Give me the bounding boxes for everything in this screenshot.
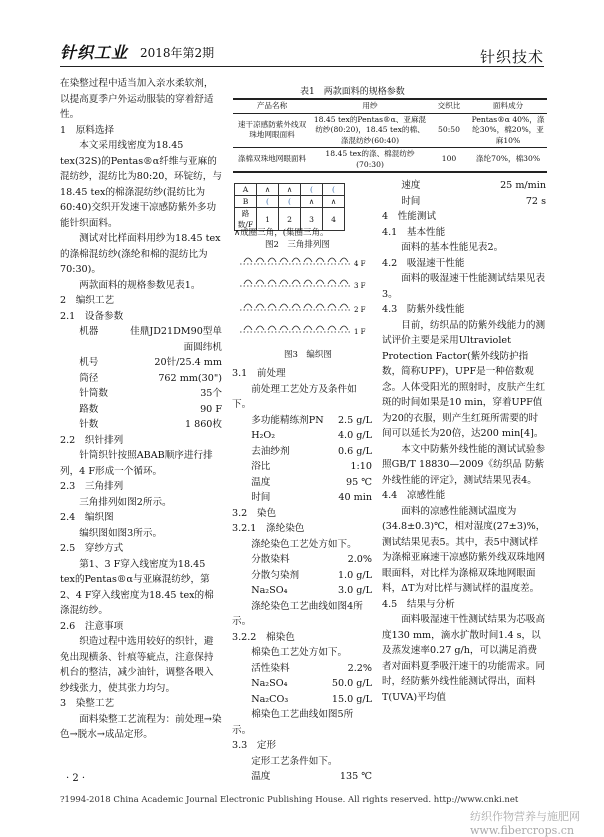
table-cell: Pentas®α 40%，涤纶30%，棉20%，亚麻10% [469, 113, 547, 148]
section-4-3-para: 目前，纺织品的防紫外线能力的测试评价主要是采用Ultraviolet Protection Factor(紫外线防护指数，简称UPF)，UPF是一种倍数观念。人体受阳光的照射时，皮肤产生红斑的时间如果是10 min，穿着UPF值为20的衣服，则产生红斑所需要的时间可以延长为20倍，达200 min[4]。 [382, 319, 546, 439]
left-column [60, 76, 222, 743]
table-header-cell: 用纱 [311, 99, 429, 113]
param-label: 筒径 [79, 372, 99, 384]
section-4-1-para: 面料的基本性能见表2。 [401, 242, 504, 253]
cam-cell: ( [279, 196, 301, 208]
recipe-row [251, 459, 372, 475]
recipe-value: 40 min [338, 492, 372, 503]
copyright-line: ?1994-2018 China Academic Journal Electronic Publishing House. All rights reserved. http://www.cnki.net [60, 795, 519, 805]
section-4-title: 4 性能测试 [382, 211, 437, 222]
table-cell: 18.45 tex的涤、棉混纺纱(70:30) [311, 148, 429, 173]
recipe-row [251, 692, 372, 708]
setting-temp-row [232, 769, 372, 785]
feed-label: 2 F [354, 306, 366, 314]
section-3-2-2-para: 棉染色工艺处方如下。 [251, 647, 348, 658]
section-4-2-title: 4.2 吸湿速干性能 [382, 257, 465, 269]
cam-cell: 路数/F [235, 208, 257, 231]
cam-row-b [235, 196, 345, 208]
recipe-value: 25 m/min [500, 180, 546, 191]
section-2-5-para: 第1、3 F穿入线密度为18.45 tex的Pentas®α与亚麻混纺纱，第2、4 F穿入线密度为18.45 tex的棉涤混纺纱。 [60, 558, 214, 616]
middle-column [232, 366, 372, 785]
section-2-2-title: 2.2 织针排列 [60, 434, 124, 446]
recipe-row [251, 428, 372, 444]
speed-row [382, 178, 546, 194]
param-label: 针数 [79, 419, 99, 430]
table-cell: 18.45 tex的Pentas®α、亚麻混纺纱(80:20)，18.45 tex的棉、涤混纺纱(60:40) [311, 113, 429, 148]
table-1-title: 表1 两款面料的规格参数 [300, 87, 405, 97]
time-row [382, 194, 546, 210]
recipe-label: H₂O₂ [251, 430, 276, 441]
param-label: 针筒数 [79, 388, 108, 399]
section-2-3-para: 三角排列如图2所示。 [79, 496, 172, 508]
cam-cell: A [235, 184, 257, 196]
cam-cell: 3 [301, 208, 323, 231]
page-number: · 2 · [66, 773, 86, 784]
recipe-value: 72 s [525, 195, 546, 207]
param-label: 机器 [79, 326, 99, 337]
cam-cell: 1 [257, 208, 279, 231]
recipe-label: 分散染料 [251, 554, 290, 565]
recipe-value: 1:10 [350, 461, 372, 472]
feed-label: 1 F [354, 328, 366, 336]
table-cell: 涤棉双珠地网眼面料 [233, 148, 311, 173]
table-cell: 速干凉感防紫外线双珠地网眼面料 [233, 113, 311, 148]
param-value: 1 860枚 [184, 419, 222, 430]
polyester-recipe [232, 552, 372, 599]
recipe-label: 温度 [251, 476, 271, 488]
param-machine [79, 324, 222, 355]
recipe-row [251, 490, 372, 506]
cotton-recipe [232, 661, 372, 708]
param-label: 机号 [79, 357, 99, 368]
recipe-value: 3.0 g/L [337, 585, 372, 596]
fig-3-caption: 图3 编织图 [284, 350, 332, 360]
recipe-row [251, 475, 372, 491]
recipe-value: 2.0% [347, 554, 372, 565]
recipe-value: 4.0 g/L [337, 430, 372, 441]
intro-text: 在染整过程中适当加入亲水柔软剂，以提高夏季户外运动服装的穿着舒适性。 [60, 78, 214, 120]
table-header-cell: 面料成分 [469, 99, 547, 113]
recipe-label: 多功能精练剂PN [251, 414, 324, 426]
table-cell: 100 [429, 148, 469, 173]
recipe-row [251, 413, 372, 429]
recipe-value: 0.6 g/L [337, 445, 372, 457]
cam-row-a [235, 184, 345, 196]
section-1-para-3: 两款面料的规格参数见表1。 [79, 279, 201, 291]
param-value: 762 mm(30") [158, 372, 222, 384]
section-4-5-para: 面料吸湿速干性测试结果为芯吸高度130 mm，滴水扩散时间1.4 s，以及蒸发速率0.27 g/h，可以满足消费者对面料夏季吸汗速干的功能需求。同时，经防紫外线性能测试得出，面料T(UVA)平均值 [382, 614, 546, 703]
cam-cell: ( [257, 196, 279, 208]
recipe-value: 50.0 g/L [331, 678, 372, 689]
section-3-1-para: 前处理工艺处方及条件如下。 [232, 383, 357, 410]
recipe-value: 1.0 g/L [337, 569, 372, 581]
section-4-5-title: 4.5 结果与分析 [382, 598, 455, 610]
recipe-value: 15.0 g/L [331, 693, 372, 705]
section-4-1-title: 4.1 基本性能 [382, 226, 446, 238]
recipe-row [251, 583, 372, 599]
cam-cell: 4 [323, 208, 345, 231]
table-header-cell: 产品名称 [233, 99, 311, 113]
recipe-label: Na₂SO₄ [251, 585, 288, 596]
recipe-row [251, 444, 372, 460]
section-2-4-para: 编织图如图3所示。 [79, 527, 163, 539]
section-4-4-title: 4.4 凉感性能 [382, 490, 446, 501]
section-3-2-2-title: 3.2.2 棉染色 [232, 631, 295, 643]
fig-2-caption: 图2 三角排列图 [265, 240, 330, 250]
watermark: 纺织作物营养与施肥网 www.fibercrops.cn [470, 810, 580, 837]
section-4-3-title: 4.3 防紫外线性能 [382, 304, 465, 315]
recipe-row [251, 552, 372, 568]
param-value: 20针/25.4 mm [154, 357, 222, 368]
section-1-para-2: 测试对比样面料用纱为18.45 tex的涤棉混纺纱(涤纶和棉的混纺比为70:30)。 [60, 233, 221, 275]
recipe-label: 去油纱剂 [251, 445, 290, 457]
param-needles [79, 386, 222, 402]
section-2-3-title: 2.3 三角排列 [60, 481, 124, 492]
recipe-label: Na₂SO₄ [251, 678, 288, 689]
param-value: 90 F [200, 403, 222, 415]
cam-cell: ( [323, 184, 345, 196]
recipe-label: 分散匀染剂 [251, 569, 300, 581]
section-2-6-para: 织造过程中选用较好的织针，避免出现横条、针痕等疵点，注意保持机台的整洁，减少油针，调整各喂入纱线张力，使其张力均匀。 [60, 636, 214, 694]
section-3-1-title: 3.1 前处理 [232, 368, 286, 379]
section-2-6-title: 2.6 注意事项 [60, 620, 124, 632]
section-3-title: 3 染整工艺 [60, 698, 115, 709]
table-header-row [233, 99, 547, 113]
table-cell: 涤纶70%，棉30% [469, 148, 547, 173]
recipe-value: 95 ℃ [346, 476, 372, 488]
param-feeders [79, 402, 222, 418]
section-4-3-para-2: 本文中防紫外线性能的测试试验参照GB/T 18830—2009《纺织品 防紫外线性能的评定》，测试结果见表4。 [382, 443, 546, 486]
cam-cell: ( [301, 184, 323, 196]
section-2-4-title: 2.4 编织图 [60, 512, 114, 523]
table-row [233, 113, 547, 148]
recipe-label: 温度 [251, 771, 271, 782]
recipe-label: 活性染料 [251, 662, 290, 674]
table-header-cell: 交织比 [429, 99, 469, 113]
section-4-4-para: 面料的凉感性能测试温度为(34.8±0.3)℃，相对湿度(27±3)%，测试结果见表5。其中，表5中测试样为涤棉亚麻速干凉感防紫外线双珠地网眼面料，对比样为涤棉双珠地网眼面料，ΔT为对比样与测试样的温度差。 [382, 505, 546, 594]
section-3-2-1-curve: 涤纶染色工艺曲线如图4所示。 [232, 600, 363, 627]
table-cell: 50:50 [429, 113, 469, 148]
recipe-value: 135 ℃ [339, 771, 372, 782]
recipe-row [251, 676, 372, 692]
recipe-label: 时间 [401, 195, 421, 207]
cam-cell: B [235, 196, 257, 208]
table-1 [233, 98, 547, 173]
cam-cell: 2 [279, 208, 301, 231]
feed-label: 3 F [354, 282, 366, 290]
recipe-label: 速度 [401, 180, 421, 191]
section-3-2-1-para: 涤纶染色工艺处方如下。 [251, 538, 357, 550]
issue-label: 2018年第2期 [140, 46, 215, 60]
recipe-label: 时间 [251, 492, 271, 503]
section-4-2-para: 面料的吸湿速干性能测试结果见表3。 [382, 273, 546, 300]
recipe-value: 2.5 g/L [337, 414, 372, 426]
section-1-title: 1 原料选择 [60, 124, 115, 136]
section-title: 针织技术 [479, 48, 544, 66]
cam-arrangement-table [234, 183, 345, 231]
feed-label: 4 F [354, 260, 366, 268]
pretreatment-recipe [232, 413, 372, 506]
section-3-3-title: 3.3 定形 [232, 740, 277, 751]
section-3-2-2-curve: 棉染色工艺曲线如图5所示。 [232, 709, 354, 736]
right-column [382, 178, 546, 705]
param-label: 路数 [79, 403, 99, 415]
cam-cell: ∧ [279, 184, 301, 196]
section-1-para-1: 本文采用线密度为18.45 tex(32S)的Pentas®α纤维与亚麻的混纺纱，混纺比为80:20，环锭纺，与18.45 tex的棉涤混纺纱(混纺比为60:40)交织开发速干凉感防紫外多功能针织面料。 [60, 140, 222, 229]
fig-2-legend: ∧成圈三角，(集圈三角。 [234, 228, 329, 238]
section-2-5-title: 2.5 穿纱方式 [60, 543, 124, 554]
section-2-1-title: 2.1 设备参数 [60, 310, 124, 322]
param-value: 35个 [200, 388, 222, 399]
recipe-label: Na₂CO₃ [251, 693, 289, 705]
knitting-loops [240, 258, 352, 332]
journal-logo: 针织工业 [60, 43, 129, 62]
param-diameter [79, 371, 222, 387]
cam-cell: ∧ [257, 184, 279, 196]
cam-cell: ∧ [301, 196, 323, 208]
equipment-params [60, 324, 222, 433]
table-row [233, 148, 547, 173]
recipe-row [251, 568, 372, 584]
knitting-diagram [240, 254, 380, 344]
section-3-para: 面料染整工艺流程为：前处理→染色→脱水→成品定形。 [60, 713, 222, 740]
recipe-row [251, 661, 372, 677]
section-3-2-title: 3.2 染色 [232, 507, 277, 519]
param-total [79, 417, 222, 433]
cam-cell: ∧ [323, 196, 345, 208]
section-2-2-para: 针筒织针按照ABAB顺序进行排列，4 F形成一个循环。 [60, 450, 213, 477]
recipe-label: 浴比 [251, 461, 271, 472]
section-3-2-1-title: 3.2.1 涤纶染色 [232, 523, 305, 534]
section-3-3-para: 定形工艺条件如下。 [251, 755, 338, 767]
recipe-value: 2.2% [347, 662, 372, 674]
section-2-title: 2 编织工艺 [60, 295, 115, 306]
param-gauge [79, 355, 222, 371]
header-rule [60, 66, 544, 67]
param-value: 佳鼎JD21DM90型单面圆纬机 [130, 326, 222, 353]
